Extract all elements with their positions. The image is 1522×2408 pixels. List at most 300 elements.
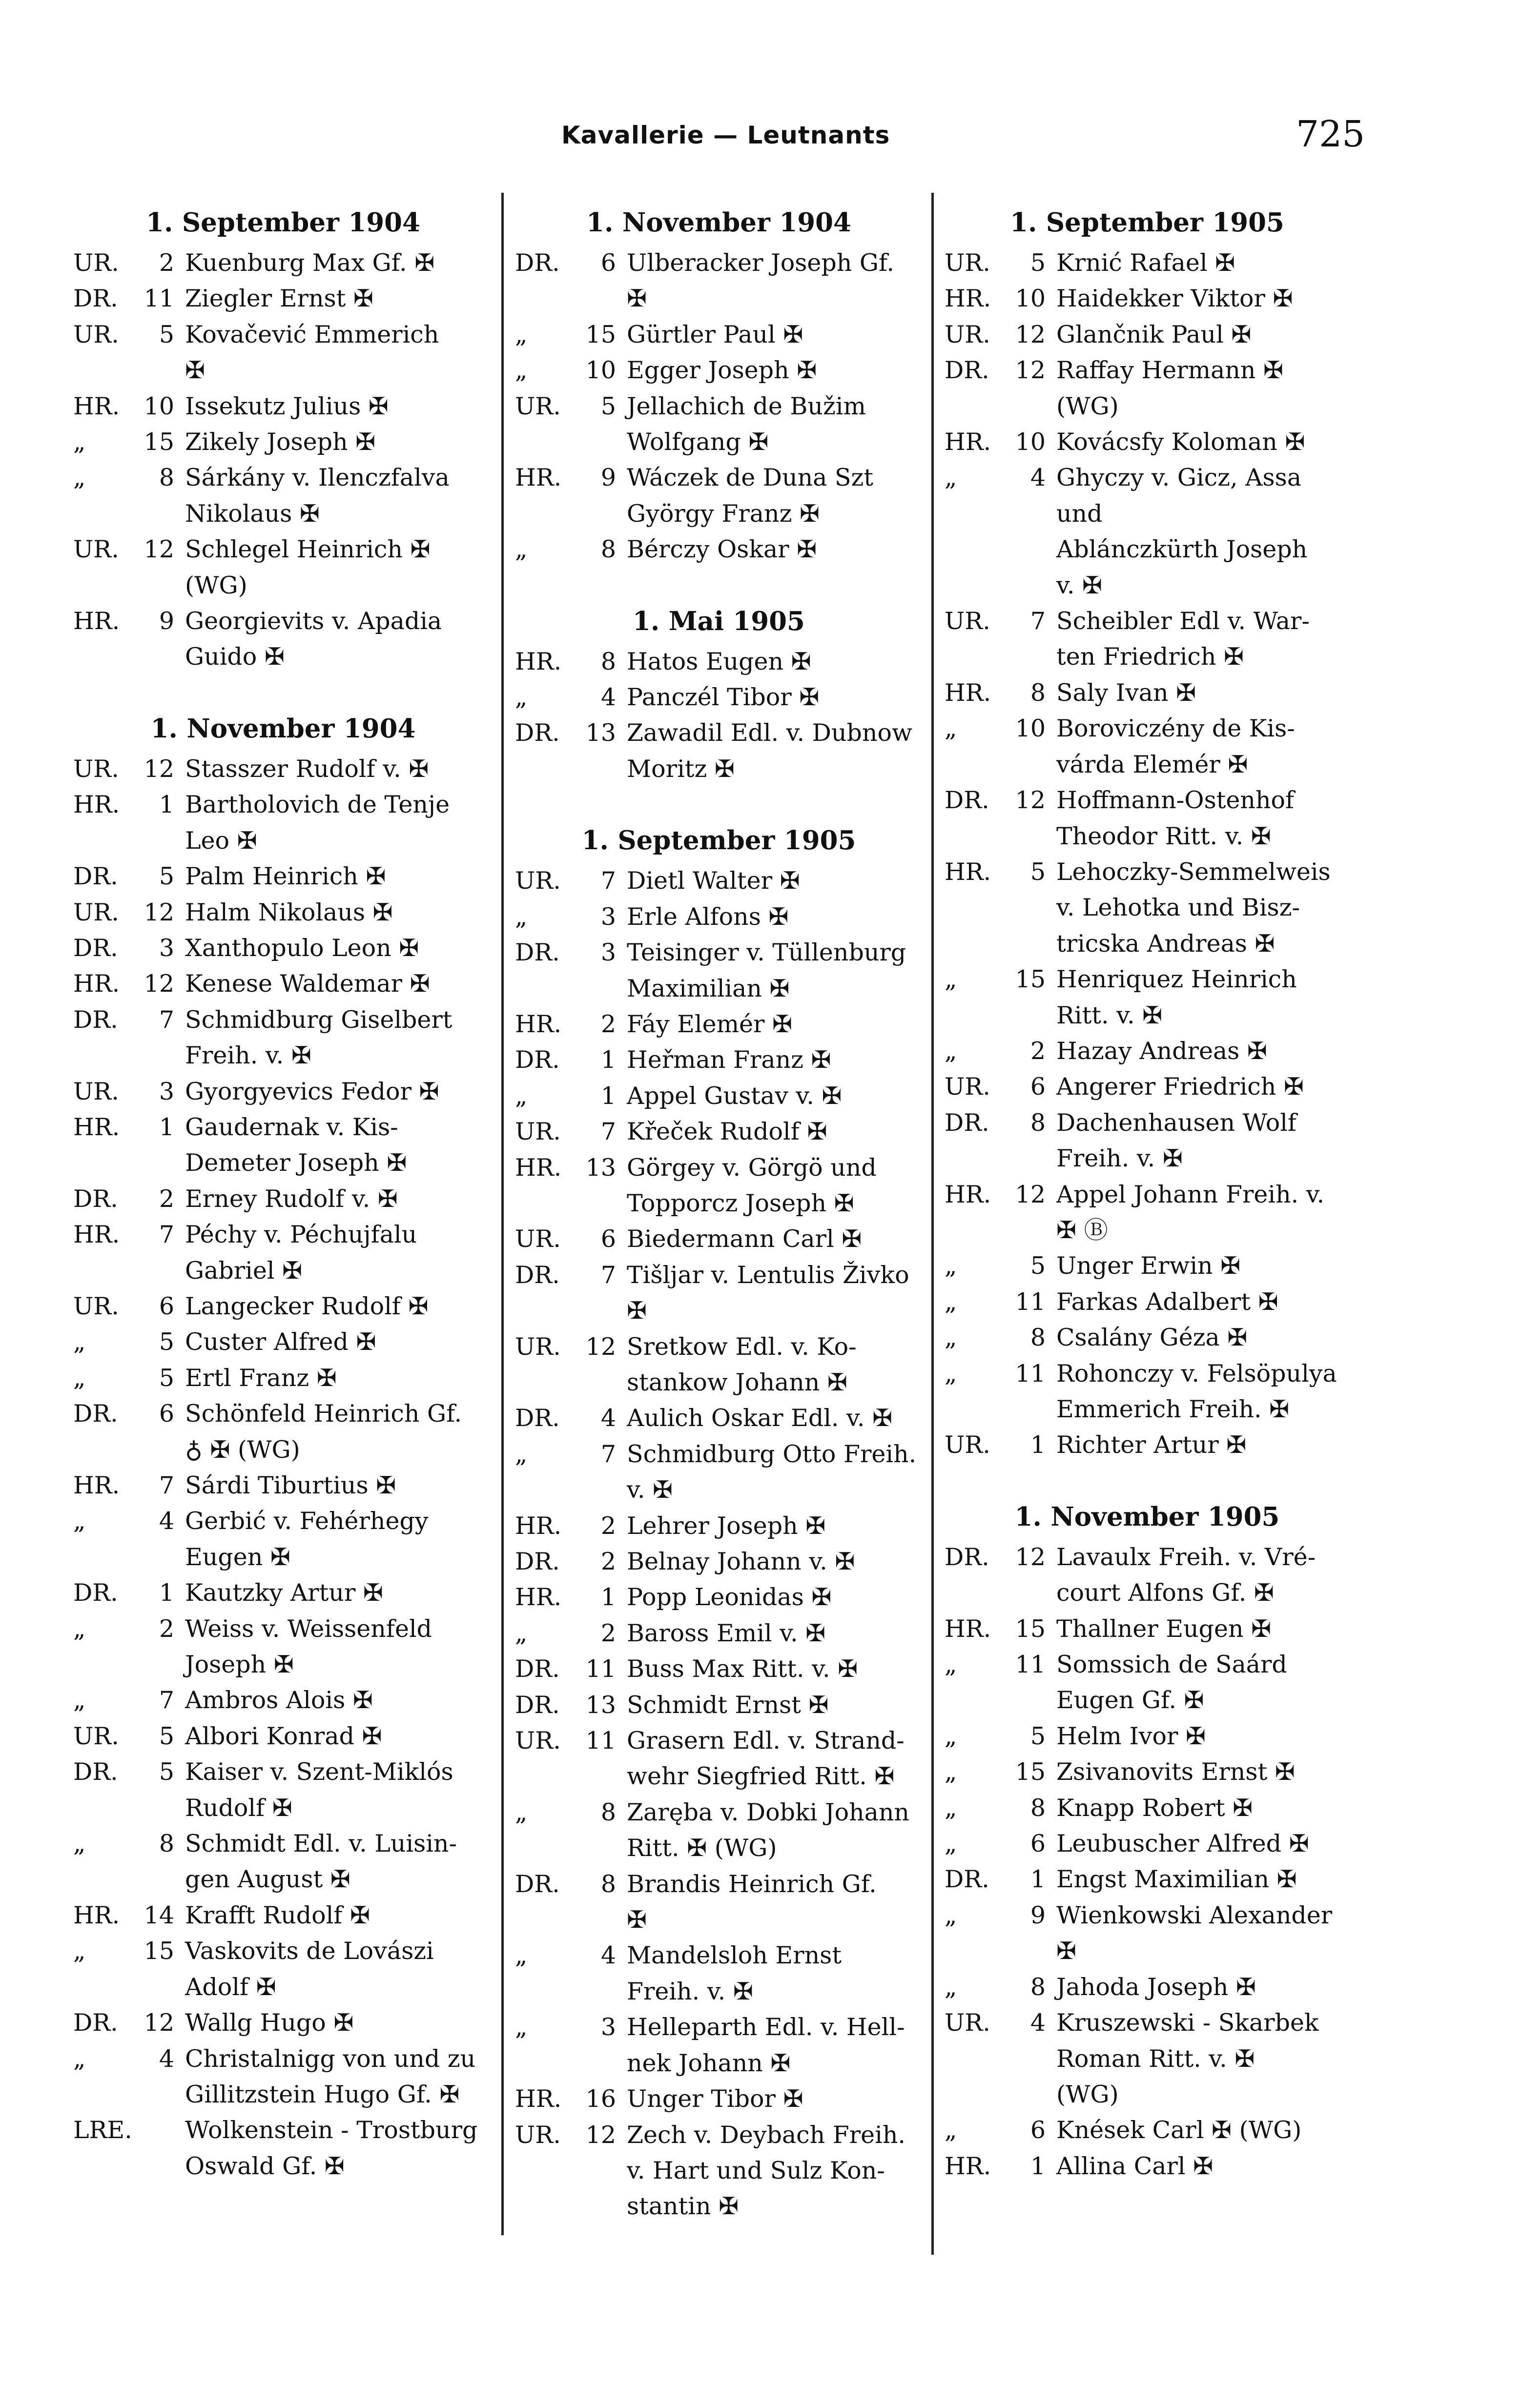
list-item	[515, 460, 923, 531]
officer-name: Hazay Andreas ✠	[1056, 1037, 1267, 1065]
regiment-number: 5	[159, 1758, 174, 1786]
column-2	[515, 200, 923, 2224]
regiment-number: 6	[1030, 1830, 1046, 1858]
officer-name: Krafft Rudolf ✠	[185, 1901, 370, 1929]
section-heading: 1. November 1904	[150, 713, 416, 744]
officer-name: Issekutz Julius ✠	[185, 392, 389, 420]
regiment-type: „	[945, 1359, 957, 1388]
regiment-type: HR.	[515, 2085, 562, 2113]
list-item	[945, 460, 1350, 603]
regiment-type: „	[945, 2116, 957, 2144]
list-item	[515, 1400, 923, 1436]
regiment-number: 15	[144, 1937, 174, 1965]
regiment-number: 4	[600, 683, 616, 712]
regiment-type: „	[945, 1794, 957, 1822]
regiment-type: „	[515, 2013, 528, 2041]
regiment-number: 12	[1015, 356, 1046, 385]
list-item	[515, 388, 923, 460]
regiment-number: 9	[159, 607, 174, 635]
regiment-type: UR.	[515, 1118, 561, 1146]
regiment-number: 15	[144, 428, 174, 456]
regiment-type: „	[515, 356, 528, 385]
officer-name: Appel Johann Freih. v. ✠ Ⓑ	[1056, 1180, 1325, 1244]
regiment-number: 5	[1030, 857, 1046, 886]
list-item	[515, 1615, 923, 1651]
regiment-type: „	[515, 535, 528, 564]
officer-name: Bérczy Oskar ✠	[627, 535, 817, 564]
regiment-number: 4	[1030, 464, 1046, 492]
regiment-type: UR.	[515, 1727, 561, 1755]
officer-name: Zech v. Deybach Freih. v. Hart und Sulz Kon- stantin ✠	[627, 2121, 905, 2221]
list-item	[515, 1579, 923, 1615]
list-item	[515, 2081, 923, 2117]
list-item	[73, 317, 493, 388]
column-1	[73, 200, 493, 2184]
section-heading: 1. November 1904	[586, 207, 851, 238]
regiment-number: 5	[159, 1722, 174, 1750]
list-item	[515, 1078, 923, 1114]
officer-name: Panczél Tibor ✠	[627, 683, 820, 712]
regiment-type: HR.	[73, 1113, 120, 1141]
regiment-number: 7	[600, 1261, 616, 1289]
officer-name: Ziegler Ernst ✠	[185, 285, 373, 313]
officer-name: Ertl Franz ✠	[185, 1364, 337, 1392]
officer-name: Christalnigg von und zu Gillitzstein Hugo Gf. ✠	[185, 2044, 476, 2108]
list-item	[945, 1611, 1350, 1647]
officer-name: Allina Carl ✠	[1056, 2152, 1213, 2180]
regiment-type: „	[945, 1830, 957, 1858]
regiment-type: DR.	[73, 1758, 118, 1786]
regiment-number: 7	[600, 1118, 616, 1146]
regiment-type: DR.	[945, 786, 989, 815]
regiment-type: „	[515, 683, 528, 712]
regiment-number: 2	[600, 1010, 616, 1038]
list-item	[73, 1468, 493, 1503]
officer-name: Dachenhausen Wolf Freih. v. ✠	[1056, 1108, 1297, 1173]
list-item	[945, 1754, 1350, 1790]
officer-name: Schmidt Edl. v. Luisin- gen August ✠	[185, 1830, 457, 1894]
regiment-number: 11	[144, 285, 174, 313]
regiment-number: 3	[600, 2013, 616, 2041]
regiment-type: HR.	[515, 1511, 562, 1540]
regiment-type: „	[945, 1037, 957, 1065]
regiment-type: DR.	[73, 1005, 118, 1034]
regiment-number: 5	[159, 320, 174, 348]
page-header	[0, 113, 1522, 160]
list-item	[515, 531, 923, 567]
officer-name: Krnić Rafael ✠	[1056, 249, 1235, 277]
regiment-number: 1	[600, 1082, 616, 1110]
regiment-type: DR.	[945, 1543, 989, 1571]
list-item	[945, 1356, 1350, 1428]
regiment-number: 13	[585, 719, 616, 747]
list-item	[73, 1002, 493, 1074]
regiment-number: 9	[600, 464, 616, 492]
list-item	[515, 679, 923, 715]
list-item	[73, 1718, 493, 1754]
officer-name: Stasszer Rudolf v. ✠	[185, 755, 429, 783]
list-item	[73, 603, 493, 675]
regiment-type: „	[945, 1651, 957, 1679]
regiment-number: 4	[159, 2044, 174, 2073]
regiment-number: 13	[585, 1153, 616, 1182]
regiment-number: 16	[585, 2085, 616, 2113]
section-heading: 1. September 1905	[581, 825, 856, 856]
regiment-type: HR.	[515, 1153, 562, 1182]
list-item	[945, 1069, 1350, 1104]
officer-name: Dietl Walter ✠	[627, 867, 800, 895]
list-item	[515, 317, 923, 352]
regiment-type: HR.	[515, 647, 562, 675]
list-item	[73, 1503, 493, 1575]
regiment-type: HR.	[945, 1614, 991, 1643]
regiment-number: 8	[159, 464, 174, 492]
list-item	[945, 2005, 1350, 2112]
officer-name: Rohonczy v. Felsöpulya Emmerich Freih. ✠	[1056, 1359, 1337, 1423]
regiment-type: DR.	[515, 1548, 560, 1575]
officer-name: Brandis Heinrich Gf. ✠	[627, 1870, 877, 1934]
regiment-type: DR.	[515, 1261, 560, 1289]
section-heading: 1. September 1905	[1010, 207, 1284, 238]
officer-name: Lehrer Joseph ✠	[627, 1511, 826, 1540]
regiment-type: „	[73, 1364, 86, 1392]
regiment-number: 15	[1015, 1614, 1046, 1643]
regiment-number: 3	[600, 902, 616, 931]
list-item	[73, 1933, 493, 2005]
regiment-number: 5	[600, 392, 616, 420]
list-item	[73, 460, 493, 531]
list-item	[73, 1682, 493, 1718]
list-item	[73, 966, 493, 1001]
regiment-number: 15	[1015, 1758, 1046, 1786]
regiment-type: UR.	[515, 1225, 561, 1253]
regiment-type: HR.	[945, 428, 991, 456]
regiment-type: UR.	[945, 607, 990, 635]
list-item	[73, 1288, 493, 1324]
regiment-type: UR.	[73, 535, 119, 564]
list-item	[73, 388, 493, 424]
regiment-type: HR.	[515, 464, 562, 492]
list-item	[73, 858, 493, 894]
regiment-type: „	[73, 1328, 86, 1356]
officer-name: Appel Gustav v. ✠	[627, 1082, 842, 1110]
regiment-type: „	[73, 428, 86, 456]
section-heading: 1. November 1905	[1014, 1501, 1280, 1532]
list-item	[73, 787, 493, 858]
officer-name: Belnay Johann v. ✠	[627, 1548, 855, 1575]
regiment-number: 6	[600, 249, 616, 277]
officer-name: Wolkenstein - Trostburg Oswald Gf. ✠	[185, 2116, 478, 2180]
officer-name: Palm Heinrich ✠	[185, 862, 386, 891]
regiment-type: DR.	[945, 1865, 989, 1894]
regiment-type: „	[945, 1722, 957, 1750]
list-item	[73, 1754, 493, 1826]
officer-name: Thallner Eugen ✠	[1056, 1614, 1272, 1643]
list-item	[73, 531, 493, 603]
regiment-type: „	[73, 1937, 86, 1965]
list-item	[945, 1647, 1350, 1718]
regiment-type: HR.	[945, 2152, 991, 2180]
list-item	[945, 1898, 1350, 1969]
regiment-type: UR.	[73, 898, 119, 926]
officer-name: Egger Joseph ✠	[627, 356, 817, 385]
regiment-type: UR.	[515, 392, 561, 420]
regiment-type: „	[73, 1614, 86, 1643]
regiment-number: 12	[144, 898, 174, 926]
officer-name: Leubuscher Alfred ✠	[1056, 1830, 1309, 1858]
regiment-number: 1	[1030, 1865, 1046, 1894]
regiment-type: DR.	[945, 1108, 989, 1137]
regiment-type: „	[515, 320, 528, 348]
regiment-type: „	[945, 965, 957, 994]
section-gap	[515, 787, 923, 818]
regiment-type: DR.	[515, 1691, 560, 1719]
regiment-number: 4	[600, 1404, 616, 1432]
regiment-number: 7	[600, 867, 616, 895]
regiment-type: UR.	[515, 1332, 561, 1361]
list-item	[945, 1033, 1350, 1069]
list-item	[945, 352, 1350, 424]
list-item	[73, 424, 493, 460]
regiment-number: 1	[600, 1046, 616, 1074]
regiment-type: DR.	[73, 2009, 118, 2037]
officer-name: Albori Konrad ✠	[185, 1722, 382, 1750]
officer-name: Sárdi Tiburtius ✠	[185, 1471, 396, 1499]
page-number: 725	[1296, 113, 1365, 155]
regiment-number: 2	[600, 1548, 616, 1575]
regiment-number: 4	[1030, 2009, 1046, 2037]
regiment-number: 11	[585, 1727, 616, 1755]
list-item	[73, 281, 493, 316]
regiment-number: 1	[1030, 2152, 1046, 2180]
officer-name: Sárkány v. Ilenczfalva Nikolaus ✠	[185, 464, 450, 528]
officer-name: Lavaulx Freih. v. Vré- court Alfons Gf. ✠	[1056, 1543, 1316, 1607]
regiment-type: „	[73, 464, 86, 492]
officer-name: Jellachich de Bužim Wolfgang ✠	[627, 392, 866, 456]
list-item	[515, 1866, 923, 1938]
officer-name: Sretkow Edl. v. Ko- stankow Johann ✠	[627, 1332, 857, 1396]
regiment-type: DR.	[515, 1870, 560, 1898]
regiment-number: 11	[1015, 1287, 1046, 1316]
regiment-type: UR.	[73, 1722, 119, 1750]
officer-name: Erle Alfons ✠	[627, 902, 789, 931]
officer-name: Raffay Hermann ✠ (WG)	[1056, 356, 1284, 420]
regiment-type: HR.	[73, 791, 120, 819]
list-item	[515, 1938, 923, 2009]
officer-name: Kuenburg Max Gf. ✠	[185, 249, 435, 277]
regiment-type: „	[515, 1619, 528, 1647]
list-item	[515, 1257, 923, 1329]
regiment-number: 1	[159, 1113, 174, 1141]
list-item	[515, 1687, 923, 1723]
officer-name: Schmidburg Otto Freih. v. ✠	[627, 1440, 917, 1504]
officer-name: Zawadil Edl. v. Dubnow Moritz ✠	[627, 719, 912, 783]
officer-name: Hatos Eugen ✠	[627, 647, 811, 675]
list-item	[515, 352, 923, 388]
list-item	[515, 1042, 923, 1078]
list-item	[945, 675, 1350, 711]
officer-name: Custer Alfred ✠	[185, 1328, 376, 1356]
list-item	[515, 245, 923, 317]
regiment-number: 9	[1030, 1901, 1046, 1929]
regiment-type: „	[515, 1941, 528, 1970]
regiment-type: HR.	[73, 1221, 120, 1249]
regiment-number: 12	[144, 755, 174, 783]
section-heading: 1. Mai 1905	[633, 606, 805, 636]
column-3	[945, 200, 1350, 2184]
regiment-type: „	[945, 1324, 957, 1352]
officer-name: Kovačević Emmerich ✠	[185, 320, 439, 385]
list-item	[515, 644, 923, 679]
officer-name: Scheibler Edl v. War- ten Friedrich ✠	[1056, 607, 1310, 671]
section-gap	[73, 675, 493, 706]
officer-name: Langecker Rudolf ✠	[185, 1292, 429, 1320]
officer-name: Křeček Rudolf ✠	[627, 1118, 827, 1146]
officer-name: Boroviczény de Kis- várda Elemér ✠	[1056, 714, 1295, 778]
officer-name: Péchy v. Péchujfalu Gabriel ✠	[185, 1221, 417, 1285]
list-item	[945, 317, 1350, 352]
regiment-number: 5	[1030, 1722, 1046, 1750]
regiment-number: 8	[1030, 1973, 1046, 2001]
officer-name: Ambros Alois ✠	[185, 1686, 373, 1714]
officer-name: Angerer Friedrich ✠	[1056, 1073, 1304, 1101]
running-head: Kavallerie — Leutnants	[561, 121, 890, 149]
list-item	[945, 1826, 1350, 1861]
officer-name: Farkas Adalbert ✠	[1056, 1287, 1278, 1316]
officer-name: Jahoda Joseph ✠	[1056, 1973, 1256, 2001]
officer-name: Knések Carl ✠ (WG)	[1056, 2116, 1302, 2144]
list-item	[515, 863, 923, 898]
regiment-number: 4	[159, 1507, 174, 1535]
officer-name: Biedermann Carl ✠	[627, 1225, 862, 1253]
regiment-number: 6	[159, 1292, 174, 1320]
list-item	[945, 424, 1350, 460]
regiment-type: HR.	[945, 285, 991, 313]
list-item	[515, 899, 923, 935]
section-gap	[945, 1463, 1350, 1494]
regiment-number: 8	[1030, 1108, 1046, 1137]
officer-name: Erney Rudolf v. ✠	[185, 1184, 398, 1213]
regiment-number: 7	[1030, 607, 1046, 635]
regiment-number: 15	[585, 320, 616, 348]
officer-name: Hoffmann-Ostenhof Theodor Ritt. v. ✠	[1056, 786, 1295, 850]
regiment-type: DR.	[73, 934, 118, 962]
regiment-number: 6	[1030, 2116, 1046, 2144]
regiment-number: 6	[1030, 1073, 1046, 1101]
column-divider	[931, 193, 934, 2255]
list-item	[945, 281, 1350, 316]
regiment-type: „	[945, 1901, 957, 1929]
regiment-number: 7	[159, 1471, 174, 1499]
regiment-number: 12	[1015, 786, 1046, 815]
list-item	[73, 1360, 493, 1396]
officer-name: Wienkowski Alexander ✠	[1056, 1901, 1333, 1965]
officer-name: Grasern Edl. v. Strand- wehr Siegfried Ritt. ✠	[627, 1727, 905, 1791]
list-item	[73, 1611, 493, 1683]
section-heading: 1. September 1904	[146, 207, 420, 238]
regiment-type: DR.	[73, 1400, 118, 1428]
regiment-number: 11	[585, 1655, 616, 1683]
officer-name: Kaiser v. Szent-Miklós Rudolf ✠	[185, 1758, 453, 1822]
officer-name: Kovácsfy Koloman ✠	[1056, 428, 1305, 456]
officer-name: Zaręba v. Dobki Johann Ritt. ✠ (WG)	[627, 1798, 909, 1862]
regiment-type: „	[515, 902, 528, 931]
regiment-number: 1	[600, 1583, 616, 1612]
regiment-type: „	[945, 714, 957, 743]
officer-name: Vaskovits de Lovászi Adolf ✠	[185, 1937, 434, 2001]
regiment-type: DR.	[73, 285, 118, 313]
regiment-type: DR.	[945, 356, 989, 385]
regiment-number: 8	[600, 1798, 616, 1826]
regiment-type: „	[515, 1798, 528, 1826]
regiment-number: 12	[1015, 1543, 1046, 1571]
list-item	[945, 1718, 1350, 1754]
regiment-number: 2	[159, 1184, 174, 1213]
regiment-number: 2	[1030, 1037, 1046, 1065]
officer-name: Richter Artur ✠	[1056, 1431, 1247, 1459]
officer-name: Saly Ivan ✠	[1056, 678, 1196, 707]
column-divider	[501, 193, 504, 2235]
officer-name: Helleparth Edl. v. Hell- nek Johann ✠	[627, 2013, 905, 2077]
regiment-number: 10	[144, 392, 174, 420]
list-item	[945, 1427, 1350, 1463]
officer-name: Aulich Oskar Edl. v. ✠	[627, 1404, 893, 1432]
regiment-type: HR.	[515, 1583, 562, 1612]
regiment-type: UR.	[945, 249, 990, 277]
regiment-number: 13	[585, 1691, 616, 1719]
list-item	[515, 2009, 923, 2081]
officer-name: Ulberacker Joseph Gf. ✠	[627, 249, 894, 313]
regiment-type: DR.	[73, 862, 118, 891]
officer-name: Buss Max Ritt. v. ✠	[627, 1655, 858, 1683]
regiment-type: UR.	[515, 2121, 561, 2149]
officer-name: Schlegel Heinrich ✠ (WG)	[185, 535, 431, 599]
list-item	[945, 245, 1350, 281]
regiment-type: UR.	[515, 867, 561, 895]
regiment-type: „	[73, 1686, 86, 1714]
officer-name: Halm Nikolaus ✠	[185, 898, 393, 926]
regiment-number: 1	[1030, 1431, 1046, 1459]
officer-name: Tišljar v. Lentulis Živko ✠	[627, 1261, 909, 1325]
list-item	[73, 1575, 493, 1611]
regiment-type: „	[945, 1287, 957, 1316]
officer-name: Baross Emil v. ✠	[627, 1619, 826, 1647]
regiment-type: UR.	[945, 320, 990, 348]
list-item	[73, 245, 493, 281]
list-item	[515, 1723, 923, 1795]
regiment-type: UR.	[73, 320, 119, 348]
list-item	[73, 1324, 493, 1360]
regiment-number: 8	[600, 535, 616, 564]
list-item	[945, 1790, 1350, 1826]
list-item	[945, 603, 1350, 675]
regiment-type: UR.	[73, 1292, 119, 1320]
officer-name: Teisinger v. Tüllenburg Maximilian ✠	[627, 939, 906, 1002]
list-item	[945, 711, 1350, 782]
regiment-number: 1	[159, 1579, 174, 1607]
regiment-number: 7	[600, 1440, 616, 1468]
list-item	[515, 1651, 923, 1687]
list-item	[73, 895, 493, 930]
officer-name: Wallg Hugo ✠	[185, 2009, 354, 2037]
officer-name: Lehoczky-Semmelweis v. Lehotka und Bisz- tricska Andreas ✠	[1056, 857, 1331, 958]
regiment-number: 11	[1015, 1359, 1046, 1388]
officer-name: Schönfeld Heinrich Gf. ♁ ✠ (WG)	[185, 1400, 462, 1464]
list-item	[515, 1006, 923, 1042]
officer-name: Knapp Robert ✠	[1056, 1794, 1253, 1822]
list-item	[73, 1826, 493, 1898]
regiment-number: 3	[159, 1077, 174, 1105]
